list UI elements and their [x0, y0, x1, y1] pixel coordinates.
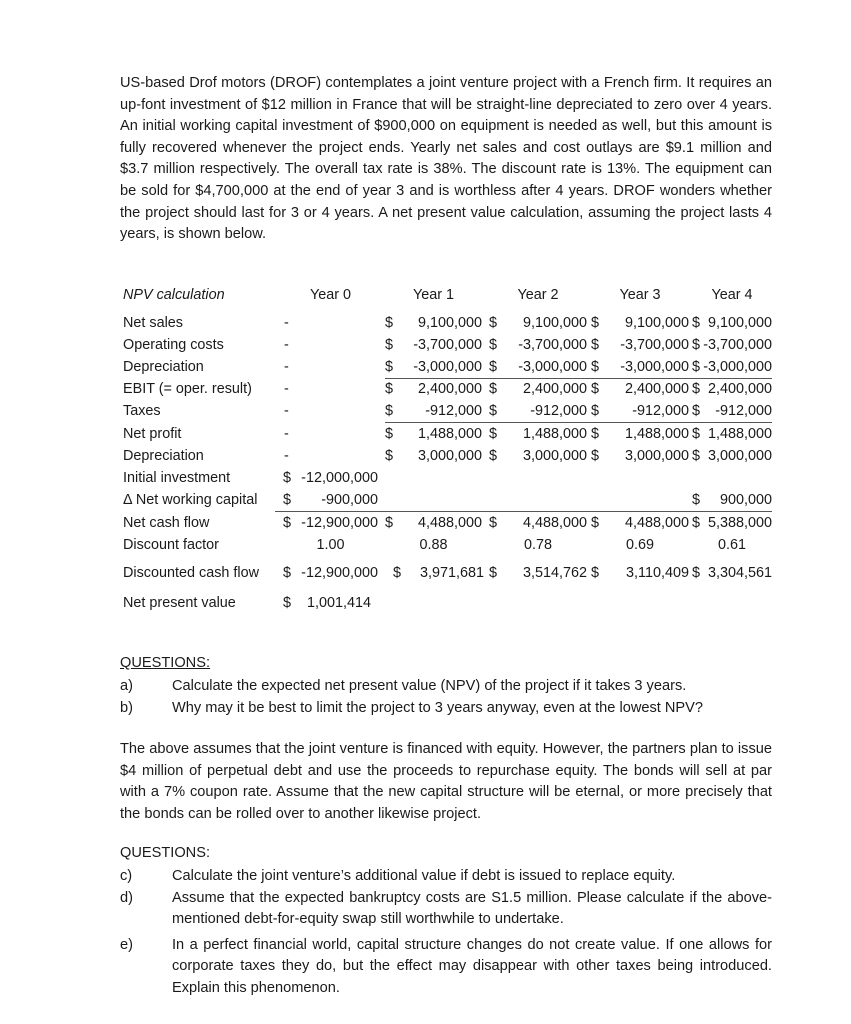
col-header-year2: Year 2	[517, 287, 559, 303]
year3-value: 9,100,000	[624, 315, 689, 331]
row-label: Discounted cash flow	[123, 565, 259, 581]
table-title: NPV calculation	[123, 287, 225, 303]
currency-sign: $	[385, 337, 394, 353]
row-label: Initial investment	[123, 470, 231, 486]
year2-value: 2,400,000	[522, 381, 587, 397]
row-label: Depreciation	[123, 359, 204, 375]
year0-value: -	[284, 426, 289, 442]
year0-value: -12,000,000	[301, 470, 378, 486]
currency-sign: $	[692, 359, 701, 375]
year4-value: 2,400,000	[707, 381, 772, 397]
currency-sign: $	[385, 448, 394, 464]
currency-sign: $	[385, 359, 394, 375]
currency-sign: $	[489, 403, 498, 419]
intro-paragraph: US-based Drof motors (DROF) contemplates a joint venture project with a French firm. It requires an up-font investment of $12 million in France that will be straight-line depreciated to zero over 4 years. An initial working capital investment of $900,000 on equipment is needed as well, but this amount is fully recovered whenever the project ends. Yearly net sales and cost outlays are $9.1 million and $3.7 million respectively. The overall tax rate is 38%. The discount rate is 13%. The equipment can be sold for $4,700,000 at the end of year 3 and is worthless after 4 years. DROF wonders whether the project should last for 3 or 4 years. A net present value calculation, assuming the project lasts 4 years, is shown below.	[120, 75, 772, 243]
year4-value: -3,000,000	[703, 359, 772, 375]
row-label: Net sales	[123, 315, 183, 331]
table-row-operating-costs	[123, 335, 775, 355]
year0-value: -	[284, 315, 289, 331]
question-c	[120, 866, 772, 888]
currency-sign: $	[283, 515, 292, 531]
year3-value: -3,000,000	[620, 359, 689, 375]
currency-sign: $	[489, 515, 498, 531]
year1-value: 2,400,000	[417, 381, 482, 397]
question-letter: b)	[120, 699, 133, 716]
currency-sign: $	[692, 315, 701, 331]
currency-sign: $	[385, 515, 394, 531]
year2-value: 4,488,000	[522, 515, 587, 531]
row-label: Taxes	[123, 403, 161, 419]
currency-sign: $	[489, 315, 498, 331]
row-label: Net cash flow	[123, 515, 210, 531]
currency-sign: $	[489, 359, 498, 375]
year4-value: -3,700,000	[703, 337, 772, 353]
year3-value: 3,110,409	[626, 565, 689, 581]
currency-sign: $	[591, 426, 600, 442]
currency-sign: $	[692, 448, 701, 464]
currency-sign: $	[489, 381, 498, 397]
table-row-discounted-cash-flow	[123, 563, 775, 583]
row-label: Operating costs	[123, 337, 224, 353]
row-label: Discount factor	[123, 537, 219, 553]
table-row-net-present-value	[123, 593, 775, 613]
table-row-depreciation-addback	[123, 446, 775, 466]
currency-sign: $	[385, 426, 394, 442]
currency-sign: $	[393, 565, 402, 581]
year1-value: 0.88	[419, 537, 448, 553]
question-e	[120, 935, 772, 1000]
currency-sign: $	[385, 315, 394, 331]
question-letter: e)	[120, 936, 133, 953]
col-header-year4: Year 4	[711, 287, 753, 303]
financing-paragraph: The above assumes that the joint venture is financed with equity. However, the partners plan to issue $4 million of perpetual debt and use the proceeds to repurchase equity. The bonds will sell at par with a 7% coupon rate. Assume that the new capital structure will be eternal, or more precisely that the bonds can be rolled over to another likewise project.	[120, 741, 772, 822]
year0-value: -	[284, 403, 289, 419]
year2-value: 9,100,000	[522, 315, 587, 331]
year2-value: 0.78	[523, 537, 552, 553]
year3-value: 0.69	[625, 537, 654, 553]
currency-sign: $	[283, 595, 292, 611]
subtotal-rule	[385, 422, 772, 423]
year0-value: -12,900,000	[301, 565, 378, 581]
year2-value: 1,488,000	[522, 426, 587, 442]
year1-value: -3,000,000	[413, 359, 482, 375]
year1-value: 3,971,681	[419, 565, 484, 581]
currency-sign: $	[283, 565, 292, 581]
table-row-discount-factor	[123, 535, 775, 555]
col-header-year3: Year 3	[619, 287, 661, 303]
currency-sign: $	[591, 565, 600, 581]
currency-sign: $	[591, 515, 600, 531]
question-text: Calculate the joint venture’s additional value if debt is issued to replace equity.	[172, 868, 676, 884]
question-text: Why may it be best to limit the project to 3 years anyway, even at the lowest NPV?	[172, 699, 704, 716]
currency-sign: $	[692, 403, 701, 419]
questions-heading-1: QUESTIONS:	[120, 655, 211, 671]
table-row-net-sales	[123, 313, 775, 333]
currency-sign: $	[489, 565, 498, 581]
year4-value: 3,304,561	[707, 565, 772, 581]
currency-sign: $	[692, 337, 701, 353]
year3-value: 3,000,000	[624, 448, 689, 464]
currency-sign: $	[591, 315, 600, 331]
question-text: Calculate the expected net present value (NPV) of the project if it takes 3 years.	[172, 678, 687, 694]
question-d	[120, 888, 772, 931]
currency-sign: $	[489, 426, 498, 442]
currency-sign: $	[283, 470, 292, 486]
npv-value: 1,001,414	[306, 595, 371, 611]
table-row-depreciation	[123, 357, 775, 377]
year3-value: 4,488,000	[624, 515, 689, 531]
table-row-net-cash-flow	[123, 513, 775, 533]
currency-sign: $	[283, 492, 292, 508]
currency-sign: $	[591, 381, 600, 397]
year4-value: 9,100,000	[707, 315, 772, 331]
year3-value: -3,700,000	[620, 337, 689, 353]
year0-value: -	[284, 359, 289, 375]
question-b	[120, 698, 772, 720]
year2-value: 3,514,762	[522, 565, 587, 581]
year4-value: 1,488,000	[707, 426, 772, 442]
currency-sign: $	[591, 337, 600, 353]
year1-value: -3,700,000	[413, 337, 482, 353]
row-label: EBIT (= oper. result)	[123, 381, 252, 397]
year0-value: -	[284, 381, 289, 397]
col-header-year1: Year 1	[412, 287, 455, 303]
currency-sign: $	[692, 492, 701, 508]
question-letter: a)	[120, 678, 133, 694]
year4-value: 5,388,000	[707, 515, 772, 531]
table-row-taxes	[123, 401, 775, 421]
row-label: Net present value	[123, 595, 236, 611]
currency-sign: $	[692, 426, 701, 442]
total-rule	[275, 511, 772, 512]
currency-sign: $	[692, 565, 701, 581]
year0-value: -900,000	[321, 492, 378, 508]
year1-value: 4,488,000	[417, 515, 482, 531]
table-row-net-profit	[123, 424, 775, 444]
year2-value: -3,700,000	[518, 337, 587, 353]
year1-value: 1,488,000	[417, 426, 482, 442]
currency-sign: $	[591, 359, 600, 375]
year4-value: -912,000	[715, 403, 772, 419]
year2-value: 3,000,000	[522, 448, 587, 464]
currency-sign: $	[489, 337, 498, 353]
questions-heading-2: QUESTIONS:	[120, 845, 211, 861]
table-row-ebit	[123, 379, 775, 399]
year0-value: -	[284, 448, 289, 464]
currency-sign: $	[385, 381, 394, 397]
year2-value: -3,000,000	[518, 359, 587, 375]
table-header-row	[123, 285, 775, 305]
question-a	[120, 676, 772, 698]
col-header-year0: Year 0	[309, 287, 352, 303]
row-label: Net profit	[123, 426, 182, 442]
year4-value: 3,000,000	[707, 448, 772, 464]
table-row-net-working-capital	[123, 490, 775, 510]
year1-value: 9,100,000	[417, 315, 482, 331]
year1-value: -912,000	[425, 403, 482, 419]
year4-value: 900,000	[719, 492, 772, 508]
currency-sign: $	[692, 381, 701, 397]
question-text: Assume that the expected bankruptcy costs are S1.5 million. Please calculate if the above-mentioned debt-for-equity swap still worthwhile to undertake.	[172, 889, 772, 928]
questions-list-1	[120, 676, 772, 719]
question-letter: c)	[120, 868, 133, 884]
year3-value: 2,400,000	[624, 381, 689, 397]
year3-value: -912,000	[632, 403, 689, 419]
currency-sign: $	[591, 403, 600, 419]
year3-value: 1,488,000	[624, 426, 689, 442]
year0-value: -	[284, 337, 289, 353]
currency-sign: $	[591, 448, 600, 464]
currency-sign: $	[489, 448, 498, 464]
year4-value: 0.61	[717, 537, 746, 553]
row-label: Δ Net working capital	[123, 492, 258, 508]
year0-value: 1.00	[316, 537, 345, 553]
year2-value: -912,000	[530, 403, 587, 419]
currency-sign: $	[692, 515, 701, 531]
questions-list-2	[120, 866, 772, 1000]
question-letter: d)	[120, 889, 133, 906]
table-row-initial-investment	[123, 468, 775, 488]
year0-value: -12,900,000	[301, 515, 378, 531]
currency-sign: $	[385, 403, 394, 419]
year1-value: 3,000,000	[417, 448, 482, 464]
row-label: Depreciation	[123, 448, 204, 464]
question-text: In a perfect financial world, capital structure changes do not create value. If one allows for corporate taxes they do, but the effect may disappear with other taxes being introduced. Explain this phenomenon.	[172, 936, 772, 996]
